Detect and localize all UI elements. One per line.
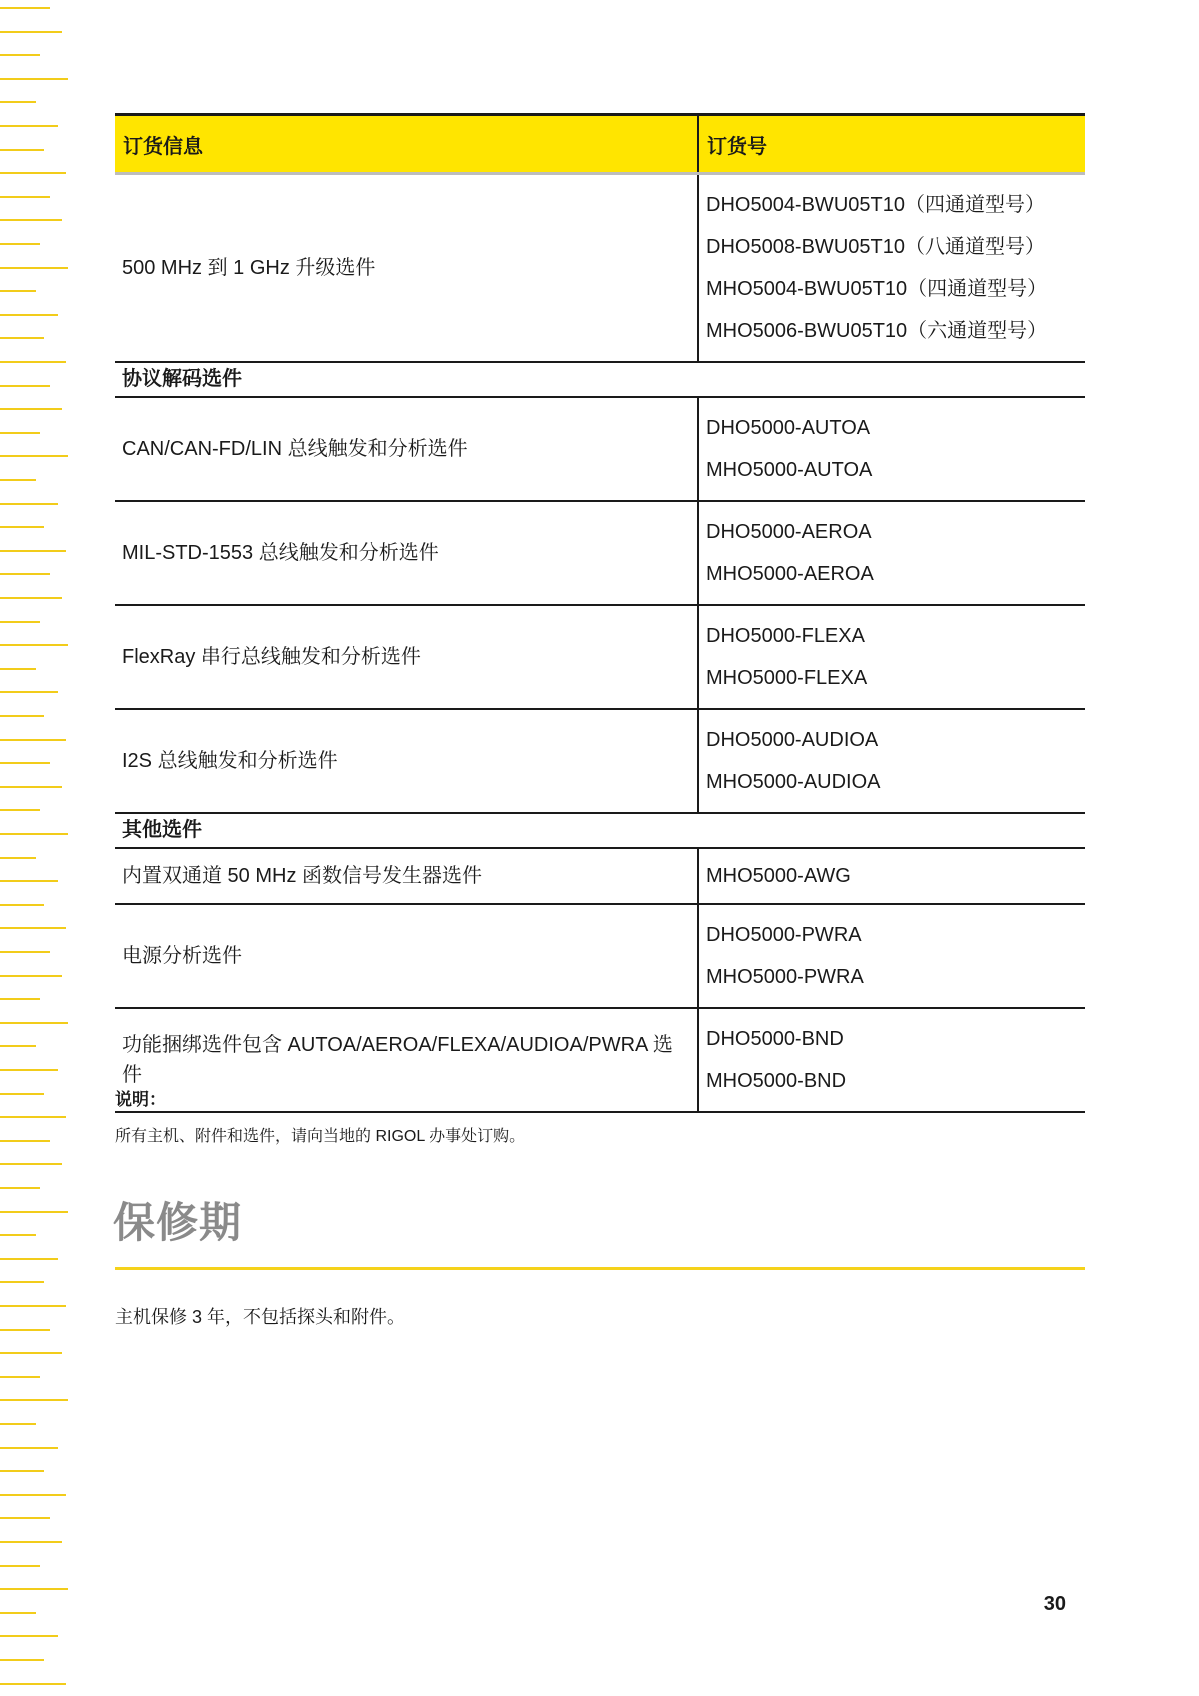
margin-dash bbox=[0, 408, 62, 410]
margin-dash bbox=[0, 998, 40, 1000]
margin-dash bbox=[0, 597, 62, 599]
option-description: I2S 总线触发和分析选件 bbox=[115, 709, 698, 813]
margin-dash bbox=[0, 762, 50, 764]
table-row bbox=[115, 709, 1085, 813]
margin-dash bbox=[0, 715, 44, 717]
margin-dash bbox=[0, 1329, 50, 1331]
margin-dash bbox=[0, 1211, 68, 1213]
order-code: MHO5000-FLEXA bbox=[706, 667, 868, 689]
margin-dash bbox=[0, 739, 66, 741]
table-row bbox=[115, 397, 1085, 501]
order-code: DHO5000-AEROA bbox=[706, 521, 872, 543]
table-body bbox=[115, 174, 1085, 1113]
margin-dash bbox=[0, 455, 68, 457]
margin-dash bbox=[0, 975, 62, 977]
table-row bbox=[115, 605, 1085, 709]
order-number-cell bbox=[698, 501, 1085, 605]
order-code: DHO5000-PWRA bbox=[706, 924, 862, 946]
note-text: 所有主机、附件和选件，请向当地的 RIGOL 办事处订购。 bbox=[115, 1128, 526, 1145]
margin-dash bbox=[0, 1494, 66, 1496]
margin-dash bbox=[0, 526, 44, 528]
margin-dash bbox=[0, 1588, 68, 1590]
table-row bbox=[115, 174, 1085, 363]
order-code: MHO5000-BND bbox=[706, 1070, 847, 1092]
margin-dash bbox=[0, 361, 66, 363]
margin-dash bbox=[0, 927, 66, 929]
margin-dash bbox=[0, 1045, 36, 1047]
order-code: MHO5000-AEROA bbox=[706, 563, 874, 585]
margin-dash bbox=[0, 809, 40, 811]
note-label: 说明： bbox=[115, 1090, 166, 1109]
margin-dash bbox=[0, 432, 40, 434]
margin-dash bbox=[0, 1093, 44, 1095]
order-code: DHO5008-BWU05T10（八通道型号） bbox=[706, 236, 1045, 258]
margin-dash bbox=[0, 337, 44, 339]
margin-dash bbox=[0, 1541, 62, 1543]
margin-dash bbox=[0, 314, 58, 316]
margin-dash bbox=[0, 267, 68, 269]
order-code: DHO5000-BND bbox=[706, 1028, 844, 1050]
header-ordering-info: 订货信息 bbox=[115, 115, 698, 174]
order-code: DHO5004-BWU05T10（四通道型号） bbox=[706, 194, 1045, 216]
option-description: 电源分析选件 bbox=[115, 904, 698, 1008]
order-code: MHO5006-BWU05T10（六通道型号） bbox=[706, 320, 1048, 342]
margin-dash bbox=[0, 1305, 66, 1307]
table-group-row bbox=[115, 813, 1085, 848]
option-description: FlexRay 串行总线触发和分析选件 bbox=[115, 605, 698, 709]
order-code: MHO5000-AUTOA bbox=[706, 459, 873, 481]
margin-dash bbox=[0, 1659, 44, 1661]
margin-dash bbox=[0, 1069, 58, 1071]
margin-dash bbox=[0, 1635, 58, 1637]
margin-dash bbox=[0, 1281, 44, 1283]
order-number-cell bbox=[698, 1008, 1085, 1112]
table-row bbox=[115, 501, 1085, 605]
order-number-cell bbox=[698, 848, 1085, 904]
order-code: DHO5000-FLEXA bbox=[706, 625, 865, 647]
margin-dash bbox=[0, 1517, 50, 1519]
margin-dash bbox=[0, 668, 36, 670]
table-row bbox=[115, 904, 1085, 1008]
margin-dash bbox=[0, 219, 62, 221]
margin-dash bbox=[0, 1565, 40, 1567]
margin-dash bbox=[0, 1163, 62, 1165]
margin-dash bbox=[0, 1447, 58, 1449]
margin-dash bbox=[0, 1612, 36, 1614]
margin-dash bbox=[0, 1234, 36, 1236]
margin-dash bbox=[0, 1140, 50, 1142]
order-code: MHO5000-PWRA bbox=[706, 966, 864, 988]
margin-dash bbox=[0, 1376, 40, 1378]
option-description: MIL-STD-1553 总线触发和分析选件 bbox=[115, 501, 698, 605]
margin-dash bbox=[0, 951, 50, 953]
order-number-cell bbox=[698, 605, 1085, 709]
order-code: MHO5004-BWU05T10（四通道型号） bbox=[706, 278, 1048, 300]
margin-dash bbox=[0, 101, 36, 103]
table-header-row bbox=[115, 115, 1085, 174]
margin-dash bbox=[0, 1187, 40, 1189]
order-code: MHO5000-AUDIOA bbox=[706, 771, 881, 793]
margin-decoration bbox=[0, 0, 70, 1696]
order-number-cell bbox=[698, 174, 1085, 363]
margin-dash bbox=[0, 1423, 36, 1425]
margin-dash bbox=[0, 880, 58, 882]
margin-dash bbox=[0, 1352, 62, 1354]
order-number-cell bbox=[698, 397, 1085, 501]
warranty-text: 主机保修 3 年，不包括探头和附件。 bbox=[115, 1307, 406, 1327]
warranty-heading: 保修期 bbox=[113, 1199, 243, 1246]
margin-dash bbox=[0, 904, 44, 906]
group-label: 协议解码选件 bbox=[115, 362, 1085, 397]
page-number: 30 bbox=[1043, 1593, 1066, 1615]
margin-dash bbox=[0, 243, 40, 245]
order-code: MHO5000-AWG bbox=[706, 865, 851, 887]
order-code: DHO5000-AUTOA bbox=[706, 417, 871, 439]
margin-dash bbox=[0, 172, 66, 174]
margin-dash bbox=[0, 786, 62, 788]
margin-dash bbox=[0, 1258, 58, 1260]
margin-dash bbox=[0, 503, 58, 505]
margin-dash bbox=[0, 31, 62, 33]
margin-dash bbox=[0, 857, 36, 859]
margin-dash bbox=[0, 196, 50, 198]
margin-dash bbox=[0, 550, 66, 552]
margin-dash bbox=[0, 290, 36, 292]
option-description: 内置双通道 50 MHz 函数信号发生器选件 bbox=[115, 848, 698, 904]
table-row bbox=[115, 848, 1085, 904]
margin-dash bbox=[0, 149, 44, 151]
ordering-table bbox=[115, 113, 1085, 1113]
group-label: 其他选件 bbox=[115, 813, 1085, 848]
margin-dash bbox=[0, 78, 68, 80]
margin-dash bbox=[0, 479, 36, 481]
margin-dash bbox=[0, 385, 50, 387]
margin-dash bbox=[0, 1683, 66, 1685]
margin-dash bbox=[0, 125, 58, 127]
table-group-row bbox=[115, 362, 1085, 397]
margin-dash bbox=[0, 1022, 68, 1024]
margin-dash bbox=[0, 691, 58, 693]
option-description: 功能捆绑选件包含 AUTOA/AEROA/FLEXA/AUDIOA/PWRA 选件 bbox=[115, 1008, 698, 1112]
margin-dash bbox=[0, 54, 40, 56]
option-description: CAN/CAN-FD/LIN 总线触发和分析选件 bbox=[115, 397, 698, 501]
order-code: DHO5000-AUDIOA bbox=[706, 729, 879, 751]
margin-dash bbox=[0, 573, 50, 575]
order-number-cell bbox=[698, 904, 1085, 1008]
margin-dash bbox=[0, 7, 50, 9]
margin-dash bbox=[0, 1399, 68, 1401]
header-order-number: 订货号 bbox=[698, 115, 1085, 174]
order-number-cell bbox=[698, 709, 1085, 813]
margin-dash bbox=[0, 1116, 66, 1118]
margin-dash bbox=[0, 644, 68, 646]
section-divider bbox=[115, 1267, 1085, 1270]
margin-dash bbox=[0, 621, 40, 623]
margin-dash bbox=[0, 1470, 44, 1472]
table-row bbox=[115, 1008, 1085, 1112]
option-description: 500 MHz 到 1 GHz 升级选件 bbox=[115, 174, 698, 363]
margin-dash bbox=[0, 833, 68, 835]
